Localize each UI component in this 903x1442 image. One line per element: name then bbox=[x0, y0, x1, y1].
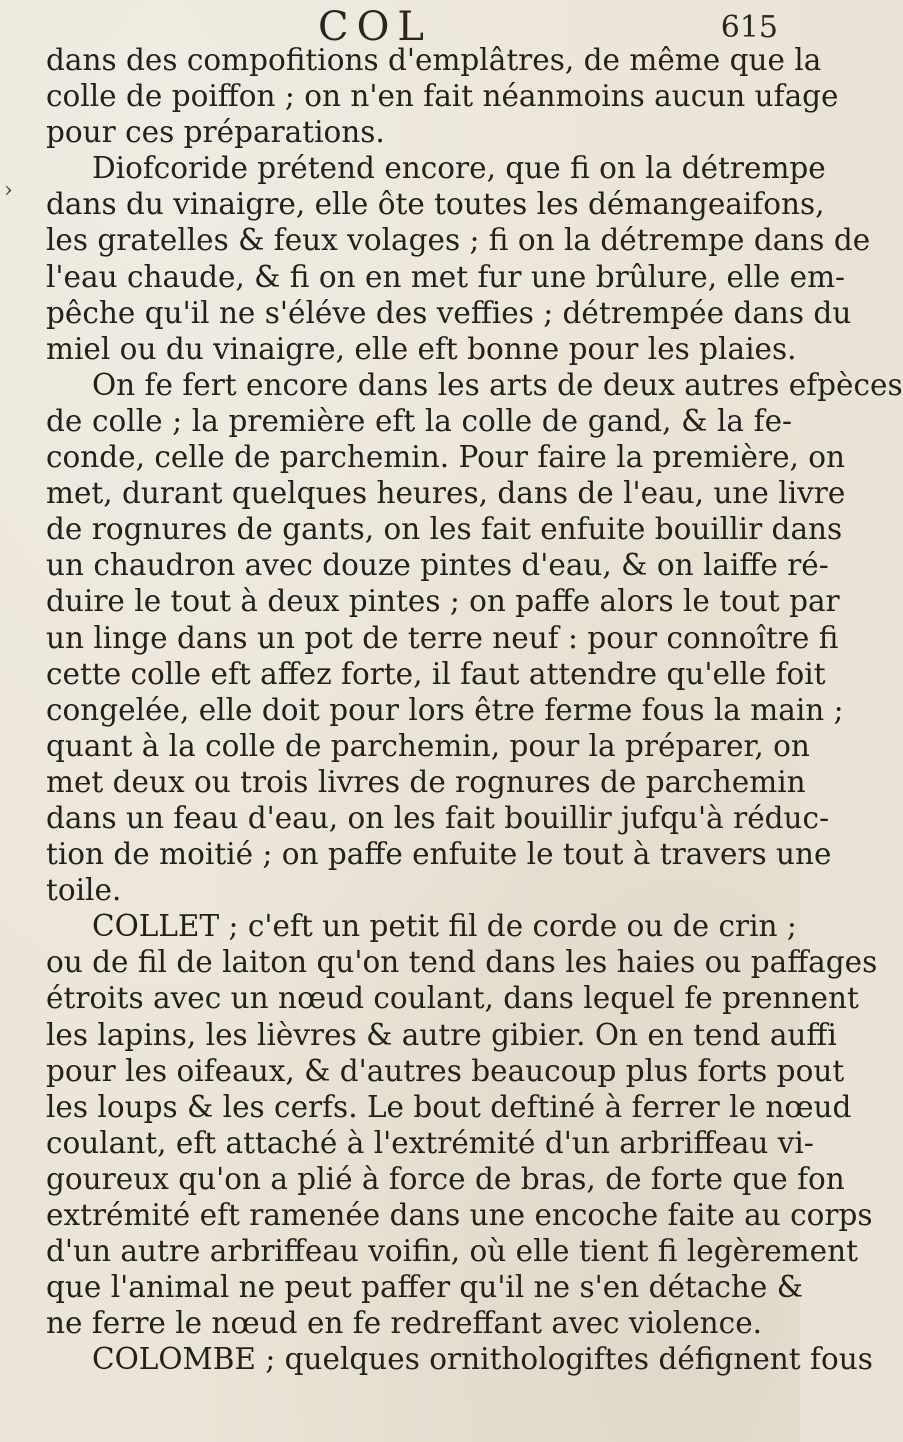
text-line: duire le tout à deux pintes ; on paffe alors le tout par bbox=[46, 584, 840, 619]
margin-mark: › bbox=[4, 178, 13, 203]
text-line: ou de fil de laiton qu'on tend dans les haies ou paffages bbox=[46, 945, 878, 980]
text-line: quant à la colle de parchemin, pour la préparer, on bbox=[46, 728, 810, 763]
text-line: goureux qu'on a plié à force de bras, de forte que fon bbox=[46, 1161, 845, 1196]
text-line: les loups & les cerfs. Le bout deftiné à ferrer le nœud bbox=[46, 1089, 852, 1124]
text-line: dans un feau d'eau, on les fait bouillir jufqu'à réduc- bbox=[46, 800, 830, 835]
text-line: de colle ; la première eft la colle de gand, & la fe- bbox=[46, 403, 792, 438]
text-line: Diofcoride prétend encore, que fi on la détrempe bbox=[92, 151, 826, 186]
text-line: congelée, elle doit pour lors être ferme fous la main ; bbox=[46, 692, 844, 727]
text-line: d'un autre arbriffeau voifin, où elle tient fi legèrement bbox=[46, 1234, 858, 1269]
text-line: tion de moitié ; on paffe enfuite le tout à travers une bbox=[46, 837, 832, 872]
running-head-title: COL bbox=[318, 4, 432, 50]
text-line: l'eau chaude, & fi on en met fur une brûlure, elle em- bbox=[46, 259, 846, 294]
text-line: met deux ou trois livres de rognures de parchemin bbox=[46, 764, 806, 799]
text-line: On fe fert encore dans les arts de deux autres efpèces bbox=[92, 367, 903, 402]
text-line: toile. bbox=[46, 873, 122, 908]
text-line: pour les oifeaux, & d'autres beaucoup plus forts pout bbox=[46, 1053, 845, 1088]
text-line: un chaudron avec douze pintes d'eau, & on laiffe ré- bbox=[46, 548, 829, 583]
text-line: dans des compofitions d'emplâtres, de même que la bbox=[46, 43, 822, 77]
text-line: les lapins, les lièvres & autre gibier. On en tend auffi bbox=[46, 1017, 837, 1052]
text-line: pour ces préparations. bbox=[46, 115, 385, 150]
text-line: étroits avec un nœud coulant, dans lequel fe prennent bbox=[46, 981, 859, 1016]
text-line: les gratelles & feux volages ; fi on la détrempe dans de bbox=[46, 223, 871, 258]
text-line: de rognures de gants, on les fait enfuite bouillir dans bbox=[46, 512, 843, 547]
text-line: ne ferre le nœud en fe redreffant avec violence. bbox=[46, 1306, 763, 1341]
text-line: COLOMBE ; quelques ornithologiftes défignent fous bbox=[92, 1342, 873, 1377]
page-number: 615 bbox=[720, 10, 778, 45]
text-line: extrémité eft ramenée dans une encoche faite au corps bbox=[46, 1198, 873, 1232]
text-line: met, durant quelques heures, dans de l'eau, une livre bbox=[46, 476, 846, 511]
text-line: dans du vinaigre, elle ôte toutes les démangeaifons, bbox=[46, 187, 825, 222]
running-head bbox=[0, 4, 800, 50]
body-text bbox=[46, 42, 903, 1377]
text-line: pêche qu'il ne s'éléve des veffies ; détrempée dans du bbox=[46, 295, 852, 330]
text-line: miel ou du vinaigre, elle eft bonne pour les plaies. bbox=[46, 331, 797, 366]
text-line: COLLET ; c'eft un petit fil de corde ou de crin ; bbox=[92, 909, 797, 944]
text-line: coulant, eft attaché à l'extrémité d'un arbriffeau vi- bbox=[46, 1125, 814, 1160]
text-line: colle de poiffon ; on n'en fait néanmoins aucun ufage bbox=[46, 79, 839, 114]
text-line: que l'animal ne peut paffer qu'il ne s'en détache & bbox=[46, 1270, 803, 1305]
text-line: cette colle eft affez forte, il faut attendre qu'elle foit bbox=[46, 656, 826, 691]
text-line: un linge dans un pot de terre neuf : pour connoître fi bbox=[46, 620, 839, 655]
text-line: conde, celle de parchemin. Pour faire la première, on bbox=[46, 440, 846, 475]
